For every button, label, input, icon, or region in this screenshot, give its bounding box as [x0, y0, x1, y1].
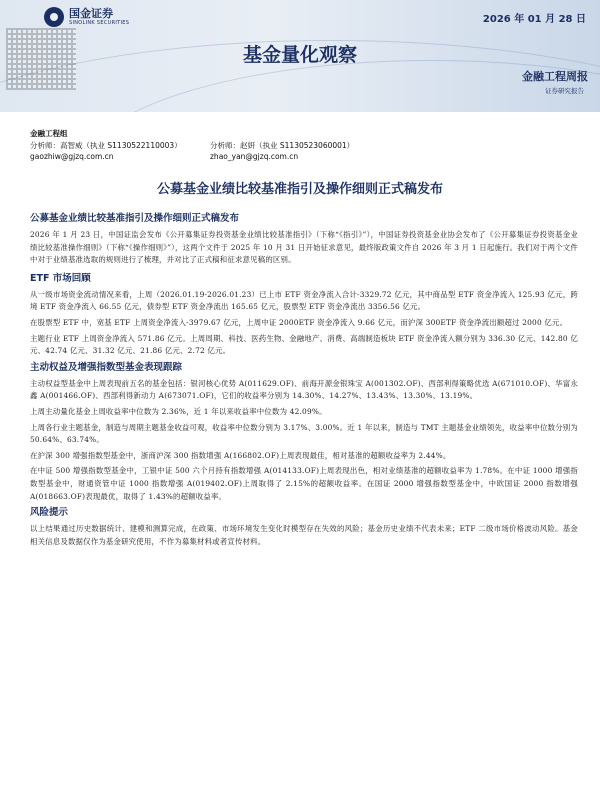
document-body: [30, 212, 578, 551]
author-group: 金融工程组: [30, 129, 68, 138]
paragraph: 主题行业 ETF 上周资金净流入 571.86 亿元。上周周期、科技、医药生物、金融地产、消费、高端制造板块 ETF 资金净流入额分别为 336.30 亿元、142.80 亿元、42.74 亿元、31.32 亿元、21.86 亿元、2.72 亿元。: [30, 333, 578, 356]
paragraph: 在沪深 300 增强指数型基金中，浙商沪深 300 指数增强 A(166802.OF)上周表现最佳，相对基准的超额收益率为 2.44%。: [30, 450, 451, 460]
logo-name-en: SINOLINK SECURITIES: [69, 20, 130, 26]
report-type: 金融工程周报: [522, 70, 588, 83]
analyst-2: 分析师：赵妍（执业 S1130523060001）: [210, 140, 355, 150]
report-date: 2026 年 01 月 28 日: [482, 14, 586, 25]
logo-mark-icon: [44, 7, 64, 27]
paragraph: 2026 年 1 月 23 日，中国证监会发布《公开募集证券投资基金业绩比较基准指引》（下称“《指引》”），中国证券投资基金业协会发布了《公开募集证券投资基金业绩比较基准操作细则》（下称“《操作细则》”），这两个文件于 2025 年 10 月 31 日开始征求意见，最终版政策文件自 2026 年 3 月 1 日起施行。我们对于两个文件中对于业绩基准选取的规则进行了梳理，并对比了正式稿和征求意见稿的区别。: [30, 230, 578, 265]
company-logo: [44, 7, 129, 27]
analyst-1: 分析师：高智威（执业 S1130522110003）: [30, 140, 182, 150]
paragraph: 从一级市场资金流动情况来看，上周（2026.01.19-2026.01.23）已上市 ETF 资金净流入合计-3329.72 亿元，其中商品型 ETF 资金净流入 125.93 亿元，跨境 ETF 资金净流入 66.55 亿元，债券型 ETF 资金净流出 165.65 亿元，股票型 ETF 资金净流出 3356.56 亿元。: [30, 289, 578, 312]
paragraph: 在中证 500 增强指数型基金中，工银中证 500 六个月持有指数增强 A(014133.OF)上周表现出色，相对业绩基准的超额收益率为 1.78%。在中证 1000 增强指数型基金中，财通资管中证 1000 指数增强 A(019402.OF)上周取得了 2.15%的超额收益率。在国证 2000 增强指数型基金中，中欧国证 2000 指数增强 A(018663.OF)表现最优，取得了 1.43%的超额收益率。: [30, 466, 578, 501]
paragraph: 以上结果通过历史数据统计、建模和测算完成，在政策、市场环境发生变化时模型存在失效的风险；基金历史业绩不代表未来；ETF 二级市场价格波动风险。基金相关信息及数据仅作为基金研究使用，不作为募集材料或者宣传材料。: [30, 524, 578, 546]
report-subtype: 证券研究报告: [545, 87, 584, 95]
section-title-guideline: 公募基金业绩比较基准指引及操作细则正式稿发布: [30, 213, 240, 224]
paragraph: 上周主动量化基金上周收益率中位数为 2.36%，近 1 年以来收益率中位数为 42.09%。: [30, 406, 327, 416]
paragraph: 在股票型 ETF 中，宽基 ETF 上周资金净流入-3979.67 亿元，上周中证 2000ETF 资金净流入 9.66 亿元，而沪深 300ETF 资金净流出额超过 2000 亿元。: [30, 317, 568, 327]
author-block: [30, 128, 354, 163]
analyst-1-email[interactable]: gaozhiw@gjzq.com.cn: [30, 152, 114, 161]
document-title: 公募基金业绩比较基准指引及操作细则正式稿发布: [156, 182, 443, 197]
report-title: 基金量化观察: [242, 44, 357, 66]
paragraph: 主动权益型基金中上周表现前五名的基金包括：银河核心优势 A(011629.OF)、前海开源金银珠宝 A(001302.OF)、西部利得策略优选 A(671010.OF)、华富永鑫 A(001466.OF)、西部利得新动力 A(673071.OF)，它们的收益率分别为 14.30%、14.27%、13.43%、13.30%、13.19%。: [30, 378, 578, 401]
paragraph: 上周各行业主题基金，制造与周期主题基金收益可观，收益率中位数分别为 3.17%、3.00%。近 1 年以来，制造与 TMT 主题基金业绩领先，收益率中位数分别为 50.64%、63.74%。: [30, 422, 578, 445]
logo-name-cn: 国金证券: [69, 7, 113, 20]
section-title-etf: ETF 市场回顾: [30, 272, 91, 284]
section-title-risk: 风险提示: [30, 507, 69, 519]
report-header: [0, 0, 600, 112]
analyst-2-email[interactable]: zhao_yan@gjzq.com.cn: [210, 152, 299, 161]
section-title-active-equity: 主动权益及增强指数型基金表现跟踪: [30, 361, 183, 373]
